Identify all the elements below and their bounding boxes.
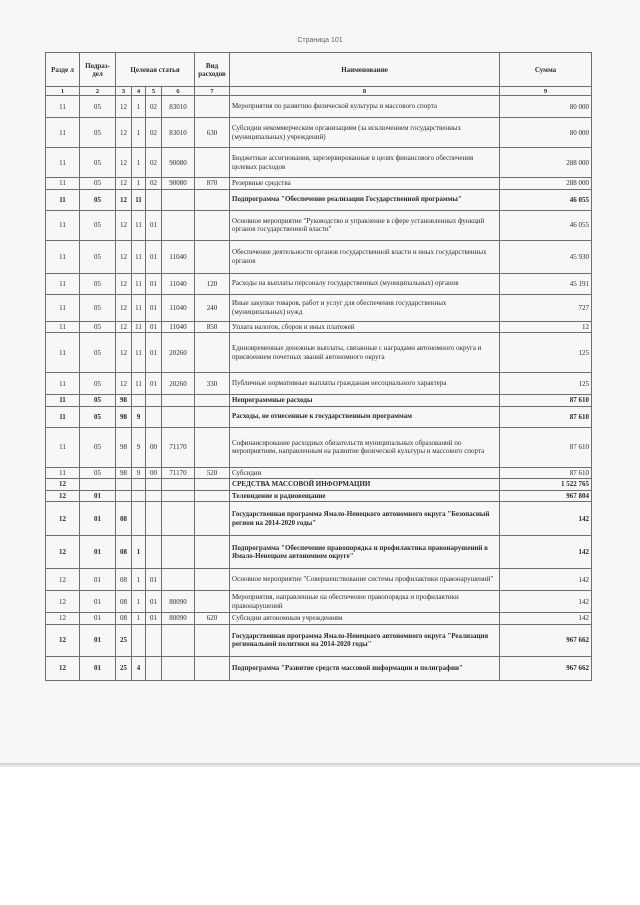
cell-razdel: 11 <box>46 118 80 148</box>
table-row <box>46 536 592 569</box>
table-row <box>46 96 592 118</box>
cell-event: 00 <box>146 467 162 479</box>
cell-podrazdel: 05 <box>80 96 116 118</box>
cell-direction <box>162 624 195 656</box>
cell-naimenovanie: Подпрограмма "Развитие средств массовой информации и полиграфии" <box>230 656 500 680</box>
cell-razdel: 11 <box>46 189 80 210</box>
cell-event: 02 <box>146 148 162 178</box>
cell-vid-rashodov: 620 <box>195 613 230 625</box>
cell-event <box>146 502 162 536</box>
cell-subprogram: 11 <box>132 273 146 294</box>
cell-direction <box>162 569 195 591</box>
cell-podrazdel: 05 <box>80 189 116 210</box>
cell-program: 12 <box>116 178 132 190</box>
cell-razdel: 12 <box>46 569 80 591</box>
cell-razdel: 12 <box>46 490 80 502</box>
cell-event: 02 <box>146 178 162 190</box>
cell-program: 08 <box>116 613 132 625</box>
cell-vid-rashodov: 330 <box>195 373 230 395</box>
cell-vid-rashodov: 630 <box>195 118 230 148</box>
cell-program <box>116 479 132 491</box>
cell-direction: 20260 <box>162 333 195 373</box>
cell-naimenovanie: Подпрограмма "Обеспечение реализации Государственной программы" <box>230 189 500 210</box>
cell-event: 01 <box>146 321 162 333</box>
header-summa: Сумма <box>500 53 592 87</box>
cell-razdel: 11 <box>46 96 80 118</box>
cell-event <box>146 479 162 491</box>
cell-subprogram: 11 <box>132 210 146 240</box>
cell-podrazdel: 01 <box>80 490 116 502</box>
cell-vid-rashodov <box>195 210 230 240</box>
table-row <box>46 395 592 407</box>
column-number: 7 <box>195 87 230 96</box>
cell-subprogram: 11 <box>132 294 146 321</box>
cell-direction <box>162 189 195 210</box>
cell-event: 02 <box>146 96 162 118</box>
cell-vid-rashodov: 520 <box>195 467 230 479</box>
cell-podrazdel: 05 <box>80 395 116 407</box>
cell-direction <box>162 490 195 502</box>
cell-subprogram: 1 <box>132 148 146 178</box>
cell-summa: 125 <box>500 333 592 373</box>
column-number: 8 <box>230 87 500 96</box>
cell-summa: 87 610 <box>500 395 592 407</box>
header-razdel: Разде л <box>46 53 80 87</box>
cell-summa: 80 000 <box>500 118 592 148</box>
cell-vid-rashodov <box>195 656 230 680</box>
cell-summa: 87 610 <box>500 467 592 479</box>
cell-event: 00 <box>146 427 162 467</box>
cell-subprogram: 1 <box>132 536 146 569</box>
table-row <box>46 321 592 333</box>
cell-subprogram: 1 <box>132 613 146 625</box>
cell-subprogram: 9 <box>132 467 146 479</box>
cell-direction <box>162 395 195 407</box>
table-row <box>46 333 592 373</box>
cell-direction: 11040 <box>162 240 195 273</box>
cell-program <box>116 490 132 502</box>
cell-razdel: 12 <box>46 479 80 491</box>
cell-event <box>146 395 162 407</box>
column-number: 6 <box>162 87 195 96</box>
cell-razdel: 11 <box>46 373 80 395</box>
page-edge-shadow <box>0 763 640 767</box>
cell-event <box>146 656 162 680</box>
cell-program: 08 <box>116 502 132 536</box>
cell-podrazdel: 05 <box>80 178 116 190</box>
cell-summa: 1 522 765 <box>500 479 592 491</box>
header-vid-rashodov: Вид расходов <box>195 53 230 87</box>
table-row <box>46 490 592 502</box>
cell-vid-rashodov <box>195 502 230 536</box>
cell-podrazdel: 05 <box>80 240 116 273</box>
cell-vid-rashodov: 120 <box>195 273 230 294</box>
cell-subprogram: 1 <box>132 569 146 591</box>
cell-summa: 87 610 <box>500 406 592 427</box>
cell-naimenovanie: Резервные средства <box>230 178 500 190</box>
table-row <box>46 656 592 680</box>
cell-summa: 967 662 <box>500 624 592 656</box>
cell-direction <box>162 210 195 240</box>
table-header-row <box>46 53 592 87</box>
cell-direction: 90080 <box>162 148 195 178</box>
cell-naimenovanie: Субсидии некоммерческим организациям (за исключением государственных (муниципальных) учреждений) <box>230 118 500 148</box>
cell-program: 12 <box>116 333 132 373</box>
cell-razdel: 11 <box>46 148 80 178</box>
cell-event <box>146 624 162 656</box>
cell-vid-rashodov <box>195 591 230 613</box>
cell-event: 01 <box>146 240 162 273</box>
cell-vid-rashodov: 850 <box>195 321 230 333</box>
table-row <box>46 502 592 536</box>
cell-podrazdel <box>80 479 116 491</box>
cell-podrazdel: 05 <box>80 406 116 427</box>
cell-naimenovanie: Бюджетные ассигнования, зарезервированные в целях финансового обеспечения целевых расходов <box>230 148 500 178</box>
cell-program: 08 <box>116 591 132 613</box>
cell-direction: 11040 <box>162 273 195 294</box>
cell-podrazdel: 01 <box>80 613 116 625</box>
cell-program: 12 <box>116 373 132 395</box>
cell-summa: 727 <box>500 294 592 321</box>
cell-subprogram: 11 <box>132 373 146 395</box>
cell-summa: 46 055 <box>500 210 592 240</box>
cell-subprogram: 9 <box>132 406 146 427</box>
cell-subprogram: 1 <box>132 178 146 190</box>
cell-razdel: 11 <box>46 210 80 240</box>
cell-event: 01 <box>146 591 162 613</box>
cell-summa: 967 804 <box>500 490 592 502</box>
cell-podrazdel: 05 <box>80 294 116 321</box>
cell-program: 12 <box>116 294 132 321</box>
cell-direction: 83010 <box>162 96 195 118</box>
cell-vid-rashodov <box>195 624 230 656</box>
cell-direction: 90080 <box>162 178 195 190</box>
cell-subprogram: 4 <box>132 656 146 680</box>
cell-vid-rashodov <box>195 536 230 569</box>
cell-razdel: 11 <box>46 333 80 373</box>
cell-summa: 80 000 <box>500 96 592 118</box>
header-naimenovanie: Наименование <box>230 53 500 87</box>
cell-podrazdel: 05 <box>80 321 116 333</box>
cell-summa: 45 191 <box>500 273 592 294</box>
cell-podrazdel: 01 <box>80 569 116 591</box>
cell-event <box>146 406 162 427</box>
cell-naimenovanie: Софинансирование расходных обязательств муниципальных образований по мероприятиям, направленным на развитие физической культуры и массового спорта <box>230 427 500 467</box>
cell-naimenovanie: Публичные нормативные выплаты гражданам несоциального характера <box>230 373 500 395</box>
header-celevaya-statya: Целевая статья <box>116 53 195 87</box>
cell-subprogram: 1 <box>132 118 146 148</box>
cell-program: 12 <box>116 118 132 148</box>
cell-summa: 142 <box>500 536 592 569</box>
cell-program: 98 <box>116 406 132 427</box>
table-row <box>46 118 592 148</box>
table-row <box>46 613 592 625</box>
cell-naimenovanie: Обеспечение деятельности органов государственной власти и иных государственных органов <box>230 240 500 273</box>
cell-subprogram: 9 <box>132 427 146 467</box>
cell-razdel: 11 <box>46 240 80 273</box>
table-row <box>46 479 592 491</box>
column-number: 3 <box>116 87 132 96</box>
cell-naimenovanie: Государственная программа Ямало-Ненецкого автономного округа "Реализация региональной политики на 2014-2020 годы" <box>230 624 500 656</box>
cell-vid-rashodov <box>195 479 230 491</box>
cell-naimenovanie: Субсидии <box>230 467 500 479</box>
cell-razdel: 12 <box>46 591 80 613</box>
cell-vid-rashodov <box>195 490 230 502</box>
table-body <box>46 96 592 681</box>
cell-vid-rashodov <box>195 569 230 591</box>
cell-subprogram: 11 <box>132 321 146 333</box>
cell-program: 12 <box>116 148 132 178</box>
cell-podrazdel: 05 <box>80 273 116 294</box>
table-row <box>46 294 592 321</box>
cell-vid-rashodov <box>195 333 230 373</box>
cell-direction: 20260 <box>162 373 195 395</box>
cell-event <box>146 490 162 502</box>
table-row <box>46 427 592 467</box>
cell-program: 12 <box>116 210 132 240</box>
cell-vid-rashodov <box>195 395 230 407</box>
page-number-label: Страница 101 <box>297 37 343 44</box>
cell-event: 01 <box>146 333 162 373</box>
cell-program: 08 <box>116 569 132 591</box>
cell-program: 98 <box>116 467 132 479</box>
cell-razdel: 11 <box>46 294 80 321</box>
cell-naimenovanie: Основное мероприятие "Руководство и управление в сфере установленных функций органов государственной власти" <box>230 210 500 240</box>
cell-direction: 11040 <box>162 321 195 333</box>
cell-subprogram: 1 <box>132 96 146 118</box>
cell-program: 12 <box>116 189 132 210</box>
cell-podrazdel: 01 <box>80 656 116 680</box>
cell-naimenovanie: Подпрограмма "Обеспечение правопорядка и профилактика правонарушений в Ямало-Ненецком автономном округе" <box>230 536 500 569</box>
cell-event <box>146 189 162 210</box>
cell-subprogram: 11 <box>132 333 146 373</box>
cell-program: 12 <box>116 321 132 333</box>
cell-vid-rashodov <box>195 240 230 273</box>
column-number: 1 <box>46 87 80 96</box>
cell-direction: 80090 <box>162 591 195 613</box>
cell-direction: 80090 <box>162 613 195 625</box>
cell-subprogram <box>132 395 146 407</box>
cell-summa: 125 <box>500 373 592 395</box>
cell-razdel: 11 <box>46 467 80 479</box>
cell-subprogram: 11 <box>132 189 146 210</box>
cell-naimenovanie: Расходы, не отнесенные к государственным программам <box>230 406 500 427</box>
cell-naimenovanie: Расходы на выплаты персоналу государственных (муниципальных) органов <box>230 273 500 294</box>
cell-naimenovanie: Телевидение и радиовещание <box>230 490 500 502</box>
cell-subprogram <box>132 490 146 502</box>
cell-razdel: 11 <box>46 321 80 333</box>
cell-subprogram <box>132 479 146 491</box>
cell-podrazdel: 05 <box>80 210 116 240</box>
table-row <box>46 406 592 427</box>
cell-direction <box>162 656 195 680</box>
cell-naimenovanie: Иные закупки товаров, работ и услуг для обеспечения государственных (муниципальных) нужд <box>230 294 500 321</box>
column-number: 4 <box>132 87 146 96</box>
table-row <box>46 273 592 294</box>
cell-direction: 11040 <box>162 294 195 321</box>
cell-podrazdel: 01 <box>80 502 116 536</box>
cell-podrazdel: 05 <box>80 373 116 395</box>
cell-podrazdel: 01 <box>80 536 116 569</box>
cell-event <box>146 536 162 569</box>
cell-event: 01 <box>146 613 162 625</box>
cell-program: 25 <box>116 624 132 656</box>
budget-table <box>45 52 592 681</box>
table-row <box>46 467 592 479</box>
cell-direction <box>162 502 195 536</box>
table-row <box>46 189 592 210</box>
cell-naimenovanie: Основное мероприятие "Совершенствование системы профилактики правонарушений" <box>230 569 500 591</box>
cell-summa: 142 <box>500 613 592 625</box>
cell-direction <box>162 406 195 427</box>
table-row <box>46 240 592 273</box>
table-row <box>46 178 592 190</box>
table-row <box>46 624 592 656</box>
cell-program: 98 <box>116 395 132 407</box>
cell-naimenovanie: Субсидии автономным учреждениям <box>230 613 500 625</box>
cell-summa: 46 055 <box>500 189 592 210</box>
cell-event: 01 <box>146 273 162 294</box>
table-row <box>46 569 592 591</box>
cell-direction <box>162 536 195 569</box>
cell-razdel: 11 <box>46 178 80 190</box>
cell-program: 98 <box>116 427 132 467</box>
cell-razdel: 12 <box>46 502 80 536</box>
cell-program: 12 <box>116 96 132 118</box>
cell-summa: 142 <box>500 569 592 591</box>
cell-razdel: 11 <box>46 427 80 467</box>
cell-summa: 288 000 <box>500 178 592 190</box>
cell-program: 25 <box>116 656 132 680</box>
cell-naimenovanie: СРЕДСТВА МАССОВОЙ ИНФОРМАЦИИ <box>230 479 500 491</box>
cell-summa: 12 <box>500 321 592 333</box>
cell-direction <box>162 479 195 491</box>
cell-program: 12 <box>116 240 132 273</box>
cell-razdel: 12 <box>46 536 80 569</box>
cell-summa: 967 662 <box>500 656 592 680</box>
cell-program: 08 <box>116 536 132 569</box>
cell-razdel: 12 <box>46 624 80 656</box>
cell-podrazdel: 05 <box>80 118 116 148</box>
cell-podrazdel: 05 <box>80 427 116 467</box>
cell-podrazdel: 05 <box>80 467 116 479</box>
cell-summa: 142 <box>500 591 592 613</box>
cell-subprogram: 1 <box>132 591 146 613</box>
cell-podrazdel: 01 <box>80 624 116 656</box>
cell-summa: 87 610 <box>500 427 592 467</box>
cell-subprogram <box>132 624 146 656</box>
cell-event: 01 <box>146 569 162 591</box>
cell-summa: 45 930 <box>500 240 592 273</box>
cell-direction: 71170 <box>162 427 195 467</box>
cell-event: 01 <box>146 373 162 395</box>
cell-direction: 83010 <box>162 118 195 148</box>
cell-direction: 71170 <box>162 467 195 479</box>
cell-razdel: 11 <box>46 273 80 294</box>
column-number: 2 <box>80 87 116 96</box>
cell-podrazdel: 05 <box>80 148 116 178</box>
cell-vid-rashodov: 870 <box>195 178 230 190</box>
table-row <box>46 591 592 613</box>
cell-program: 12 <box>116 273 132 294</box>
column-number-row <box>46 87 592 96</box>
table-row <box>46 373 592 395</box>
cell-vid-rashodov <box>195 189 230 210</box>
cell-naimenovanie: Мероприятия, направленные на обеспечение правопорядка и профилактики правонарушений <box>230 591 500 613</box>
cell-vid-rashodov <box>195 427 230 467</box>
cell-vid-rashodov: 240 <box>195 294 230 321</box>
cell-vid-rashodov <box>195 406 230 427</box>
cell-summa: 288 000 <box>500 148 592 178</box>
cell-podrazdel: 01 <box>80 591 116 613</box>
cell-event: 01 <box>146 294 162 321</box>
cell-naimenovanie: Государственная программа Ямало-Ненецкого автономного округа "Безопасный регион на 2014-2020 годы" <box>230 502 500 536</box>
cell-vid-rashodov <box>195 96 230 118</box>
cell-naimenovanie: Уплата налогов, сборов и иных платежей <box>230 321 500 333</box>
cell-naimenovanie: Мероприятия по развитию физической культуры и массового спорта <box>230 96 500 118</box>
cell-event: 02 <box>146 118 162 148</box>
cell-naimenovanie: Единовременные денежные выплаты, связанные с наградами автономного округа и присвоением почетных званий автономного округа <box>230 333 500 373</box>
cell-razdel: 12 <box>46 613 80 625</box>
cell-subprogram <box>132 502 146 536</box>
table-row <box>46 148 592 178</box>
cell-summa: 142 <box>500 502 592 536</box>
cell-event: 01 <box>146 210 162 240</box>
cell-naimenovanie: Непрограммные расходы <box>230 395 500 407</box>
cell-vid-rashodov <box>195 148 230 178</box>
table-row <box>46 210 592 240</box>
cell-podrazdel: 05 <box>80 333 116 373</box>
column-number: 5 <box>146 87 162 96</box>
cell-razdel: 11 <box>46 406 80 427</box>
cell-razdel: 11 <box>46 395 80 407</box>
cell-subprogram: 11 <box>132 240 146 273</box>
cell-razdel: 12 <box>46 656 80 680</box>
column-number: 9 <box>500 87 592 96</box>
header-podrazdel: Подраз- дел <box>80 53 116 87</box>
